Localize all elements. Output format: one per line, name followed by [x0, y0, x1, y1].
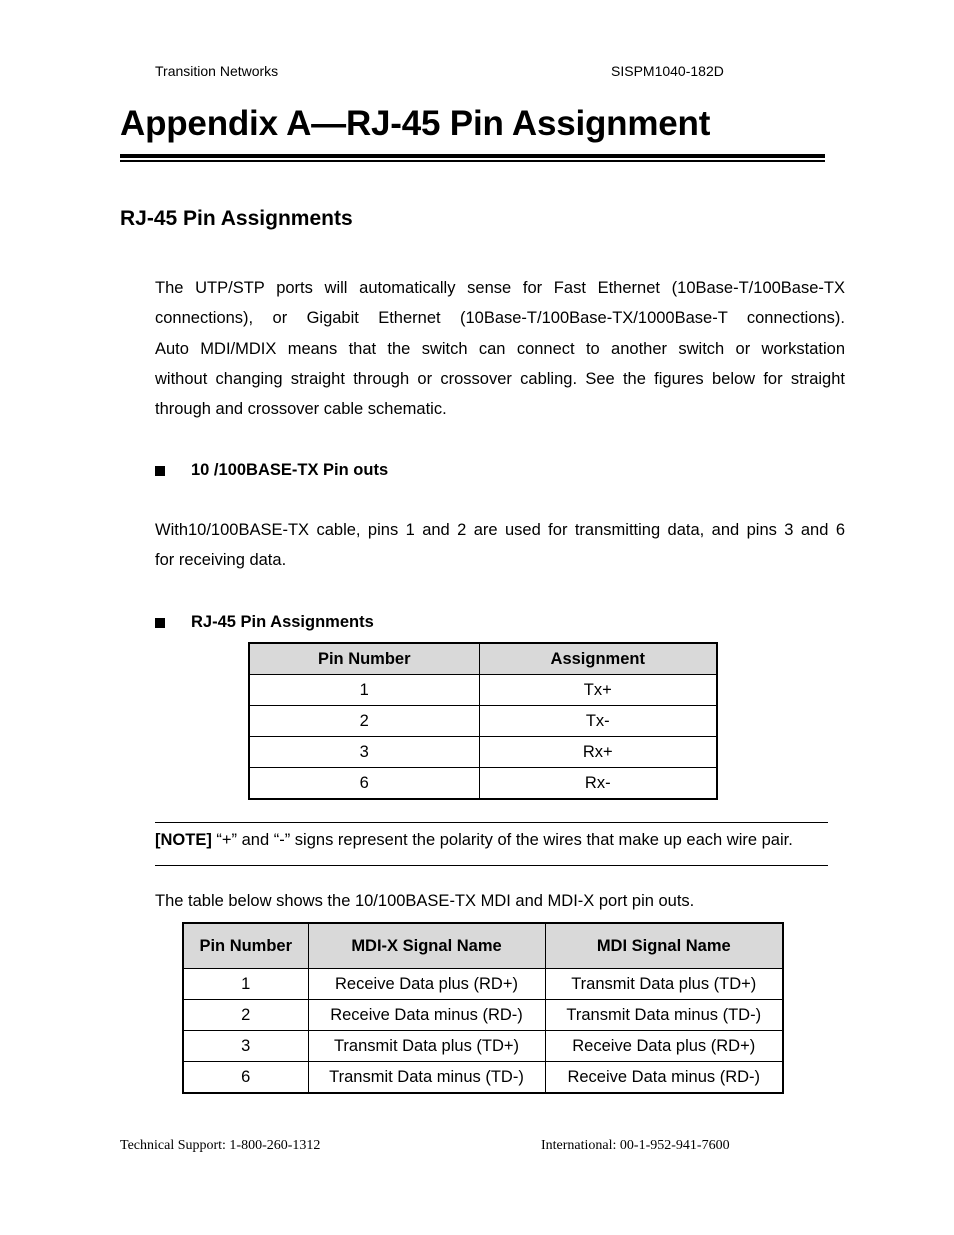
intro-line: The UTP/STP ports will automatically sense for Fast Ethernet (10Base-T/100Base-TX — [155, 279, 845, 297]
note-text: “+” and “-” signs represent the polarity of the wires that make up each wire pair. — [211, 831, 793, 849]
note-label: [NOTE] — [155, 831, 212, 849]
footer-international: International: 00-1-952-941-7600 — [541, 1138, 730, 1153]
section-heading: RJ-45 Pin Assignments — [120, 207, 353, 230]
table-cell: Receive Data minus (RD-) — [545, 1062, 783, 1094]
table-row — [249, 706, 717, 737]
table-row — [183, 1062, 783, 1094]
table-cell: Receive Data plus (RD+) — [545, 1031, 783, 1062]
table-cell: 6 — [183, 1062, 308, 1094]
table-cell: 3 — [249, 737, 479, 768]
table-cell: Transmit Data minus (TD-) — [545, 1000, 783, 1031]
intro-line: through and crossover cable schematic. — [155, 400, 447, 419]
bullet-label: RJ-45 Pin Assignments — [191, 613, 374, 631]
table-row — [183, 969, 783, 1000]
table-cell: 3 — [183, 1031, 308, 1062]
title-rule-thin — [120, 160, 825, 162]
table-row — [249, 675, 717, 706]
table-cell: 1 — [183, 969, 308, 1000]
paragraph-line: for receiving data. — [155, 551, 287, 570]
paragraph-line: With10/100BASE-TX cable, pins 1 and 2 are used for transmitting data, and pins 3 and 6 — [155, 521, 845, 539]
table-cell: Rx+ — [479, 737, 717, 768]
intro-line: connections), or Gigabit Ethernet (10Base-T/100Base-TX/1000Base-T connections). — [155, 309, 845, 328]
table-row — [183, 1031, 783, 1062]
table-header-row — [249, 643, 717, 675]
pin-outs-paragraph — [155, 515, 845, 576]
table-cell: 2 — [249, 706, 479, 737]
table-cell: Transmit Data plus (TD+) — [545, 969, 783, 1000]
bullet-label: 10 /100BASE-TX Pin outs — [191, 461, 389, 479]
intro-paragraph — [155, 273, 845, 424]
title-rule-thick — [120, 154, 825, 158]
table-row — [249, 768, 717, 800]
note — [155, 831, 793, 850]
page-title: Appendix A—RJ-45 Pin Assignment — [120, 104, 711, 143]
square-bullet-icon — [155, 466, 165, 476]
table-cell: Receive Data minus (RD-) — [308, 1000, 545, 1031]
footer-support: Technical Support: 1-800-260-1312 — [120, 1138, 321, 1153]
note-rule-bottom — [155, 865, 828, 866]
table-cell: Tx+ — [479, 675, 717, 706]
table-row — [183, 1000, 783, 1031]
table-header-cell: MDI-X Signal Name — [308, 923, 545, 969]
table-cell: Rx- — [479, 768, 717, 800]
table-intro: The table below shows the 10/100BASE-TX MDI and MDI-X port pin outs. — [155, 892, 695, 910]
table-header-cell: Pin Number — [183, 923, 308, 969]
table-header-cell: MDI Signal Name — [545, 923, 783, 969]
pin-assignment-table — [248, 642, 718, 800]
square-bullet-icon — [155, 618, 165, 628]
intro-line: Auto MDI/MDIX means that the switch can connect to another switch or workstation — [155, 339, 845, 358]
table-row — [249, 737, 717, 768]
table-cell: Receive Data plus (RD+) — [308, 969, 545, 1000]
header-left: Transition Networks — [155, 63, 279, 79]
table-cell: Transmit Data minus (TD-) — [308, 1062, 545, 1094]
table-cell: Tx- — [479, 706, 717, 737]
intro-line: without changing straight through or crossover cabling. See the figures below for straight — [155, 369, 845, 388]
table-cell: Transmit Data plus (TD+) — [308, 1031, 545, 1062]
header-right: SISPM1040-182D — [611, 63, 724, 79]
table-header-cell: Pin Number — [249, 643, 479, 675]
table-cell: 6 — [249, 768, 479, 800]
mdi-table — [182, 922, 784, 1094]
note-rule-top — [155, 822, 828, 823]
table-header-cell: Assignment — [479, 643, 717, 675]
table-cell: 2 — [183, 1000, 308, 1031]
table-cell: 1 — [249, 675, 479, 706]
table-header-row — [183, 923, 783, 969]
